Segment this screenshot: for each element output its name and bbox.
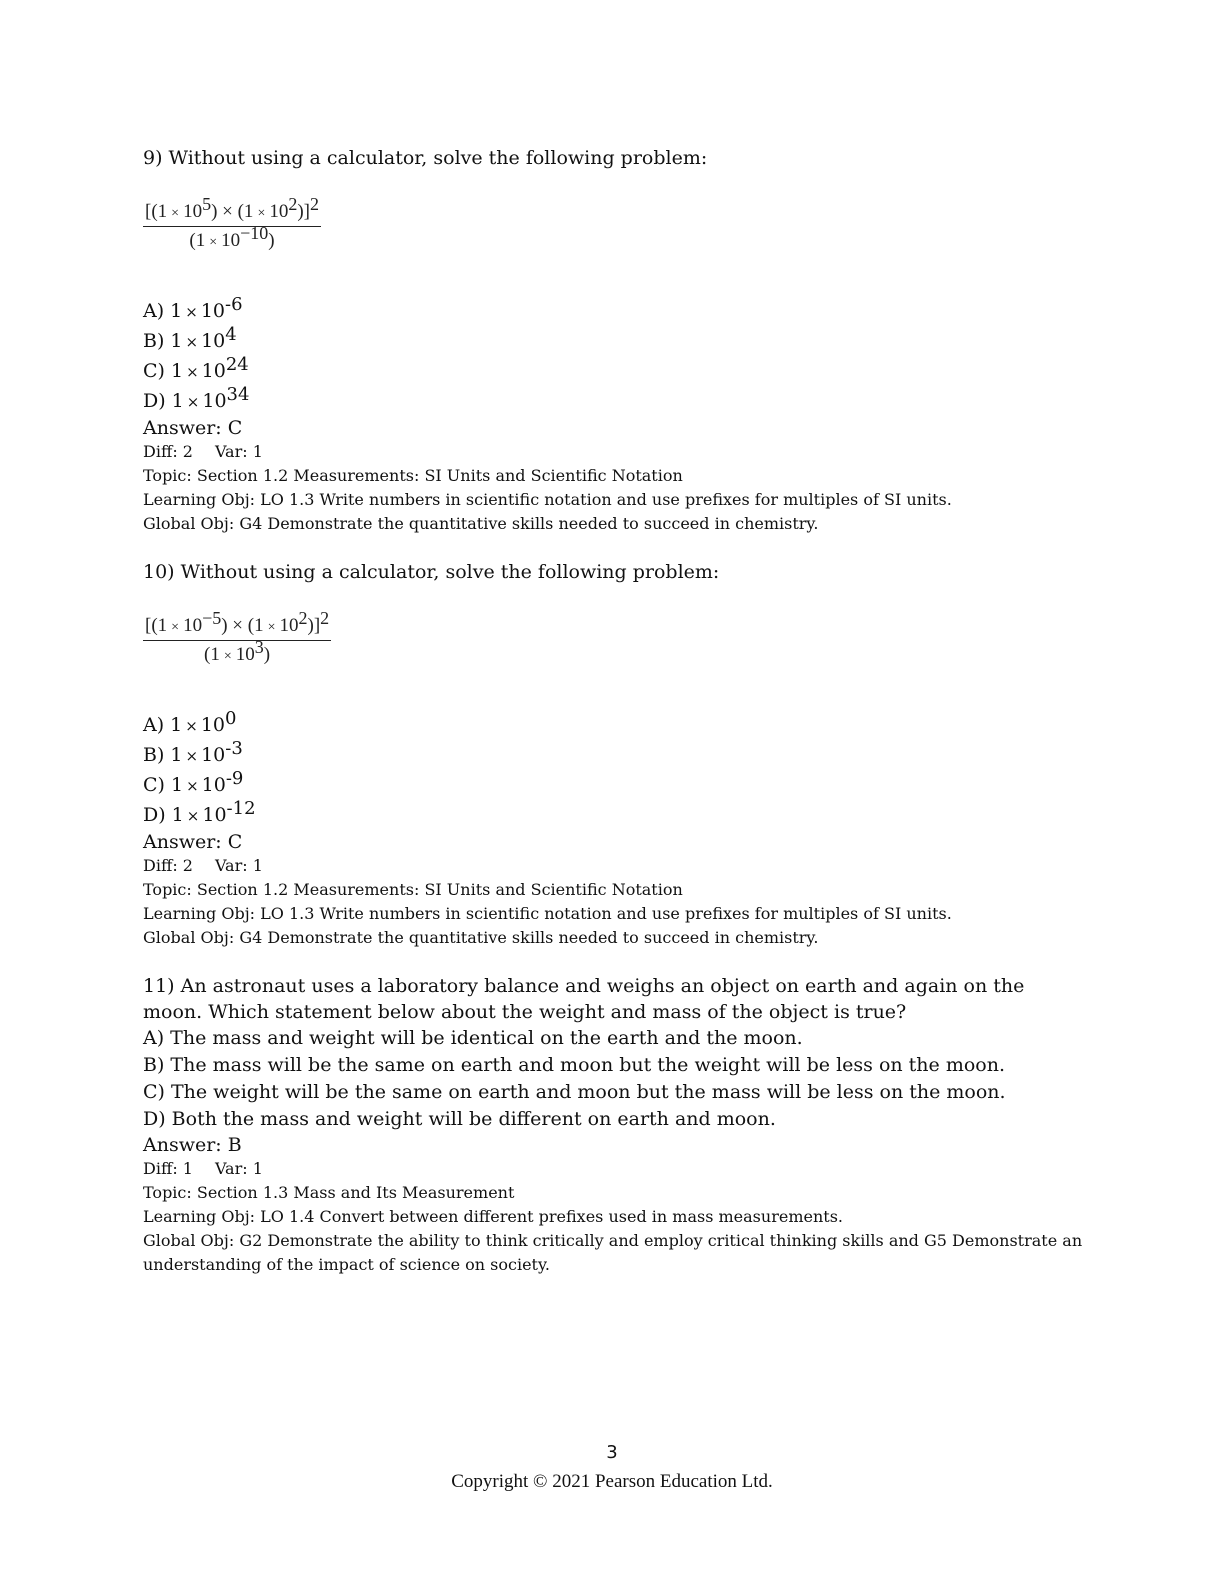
choice-b: B) $1 \times 10^{-3}$ (143, 738, 243, 766)
fraction-denominator: $(1 \times 10^{-10})$ (189, 223, 275, 251)
question-stem: 11) An astronaut uses a laboratory balance and weighs an object on earth and again on the moon. Which statement below about the weight and mass of the object is true? (143, 975, 1025, 1023)
choice-a: A) $1 \times 10^{-6}$ (143, 294, 243, 322)
choice-c: C) $1 \times 10^{24}$ (143, 354, 249, 382)
question-stem: 10) Without using a calculator, solve the following problem: (143, 561, 720, 583)
topic-line: Topic: Section 1.2 Measurements: SI Units and Scientific Notation (143, 466, 683, 485)
question-stem: 9) Without using a calculator, solve the following problem: (143, 147, 708, 169)
global-objective: Global Obj: G2 Demonstrate the ability to think critically and employ critical thinking skills and G5 Demonstrate an understanding of the impact of science on society. (143, 1231, 1083, 1274)
fraction-denominator: $(1 \times 10^3)$ (204, 637, 271, 665)
choice-a: A) The mass and weight will be identical on the earth and the moon. (143, 1027, 803, 1049)
question-11 (143, 973, 1083, 1277)
answer-choices (143, 296, 1083, 416)
fraction-expression (143, 194, 321, 252)
global-objective: Global Obj: G4 Demonstrate the quantitative skills needed to succeed in chemistry. (143, 514, 819, 533)
answer-choices (143, 710, 1083, 830)
page-number: 3 (606, 1442, 618, 1463)
choice-c: C) $1 \times 10^{-9}$ (143, 768, 244, 796)
answer-line: Answer: C (143, 831, 243, 853)
copyright-notice: Copyright © 2021 Pearson Education Ltd. (451, 1471, 773, 1492)
answer-choices (143, 1025, 1083, 1133)
choice-d: D) $1 \times 10^{-12}$ (143, 798, 256, 826)
choice-c: C) The weight will be the same on earth and moon but the mass will be less on the moon. (143, 1081, 1006, 1103)
difficulty-line: Diff: 2 Var: 1 (143, 442, 263, 461)
answer-line: Answer: C (143, 417, 243, 439)
fraction-numerator: $[(1 \times 10^5) \times (1 \times 10^2)]^2$ (143, 201, 321, 227)
question-10 (143, 559, 1083, 950)
difficulty-line: Diff: 2 Var: 1 (143, 856, 263, 875)
choice-b: B) The mass will be the same on earth and moon but the weight will be less on the moon. (143, 1054, 1005, 1076)
learning-objective: Learning Obj: LO 1.4 Convert between different prefixes used in mass measurements. (143, 1207, 843, 1226)
question-9 (143, 145, 1083, 536)
choice-a: A) $1 \times 10^0$ (143, 708, 237, 736)
answer-line: Answer: B (143, 1134, 242, 1156)
learning-objective: Learning Obj: LO 1.3 Write numbers in scientific notation and use prefixes for multiples of SI units. (143, 490, 952, 509)
difficulty-line: Diff: 1 Var: 1 (143, 1159, 263, 1178)
choice-b: B) $1 \times 10^4$ (143, 324, 237, 352)
fraction-expression (143, 608, 331, 666)
global-objective: Global Obj: G4 Demonstrate the quantitative skills needed to succeed in chemistry. (143, 928, 819, 947)
learning-objective: Learning Obj: LO 1.3 Write numbers in scientific notation and use prefixes for multiples of SI units. (143, 904, 952, 923)
fraction-numerator: $[(1 \times 10^{-5}) \times (1 \times 10^2)]^2$ (143, 615, 331, 641)
choice-d: D) Both the mass and weight will be different on earth and moon. (143, 1108, 776, 1130)
topic-line: Topic: Section 1.3 Mass and Its Measurement (143, 1183, 515, 1202)
choice-d: D) $1 \times 10^{34}$ (143, 384, 250, 412)
topic-line: Topic: Section 1.2 Measurements: SI Units and Scientific Notation (143, 880, 683, 899)
